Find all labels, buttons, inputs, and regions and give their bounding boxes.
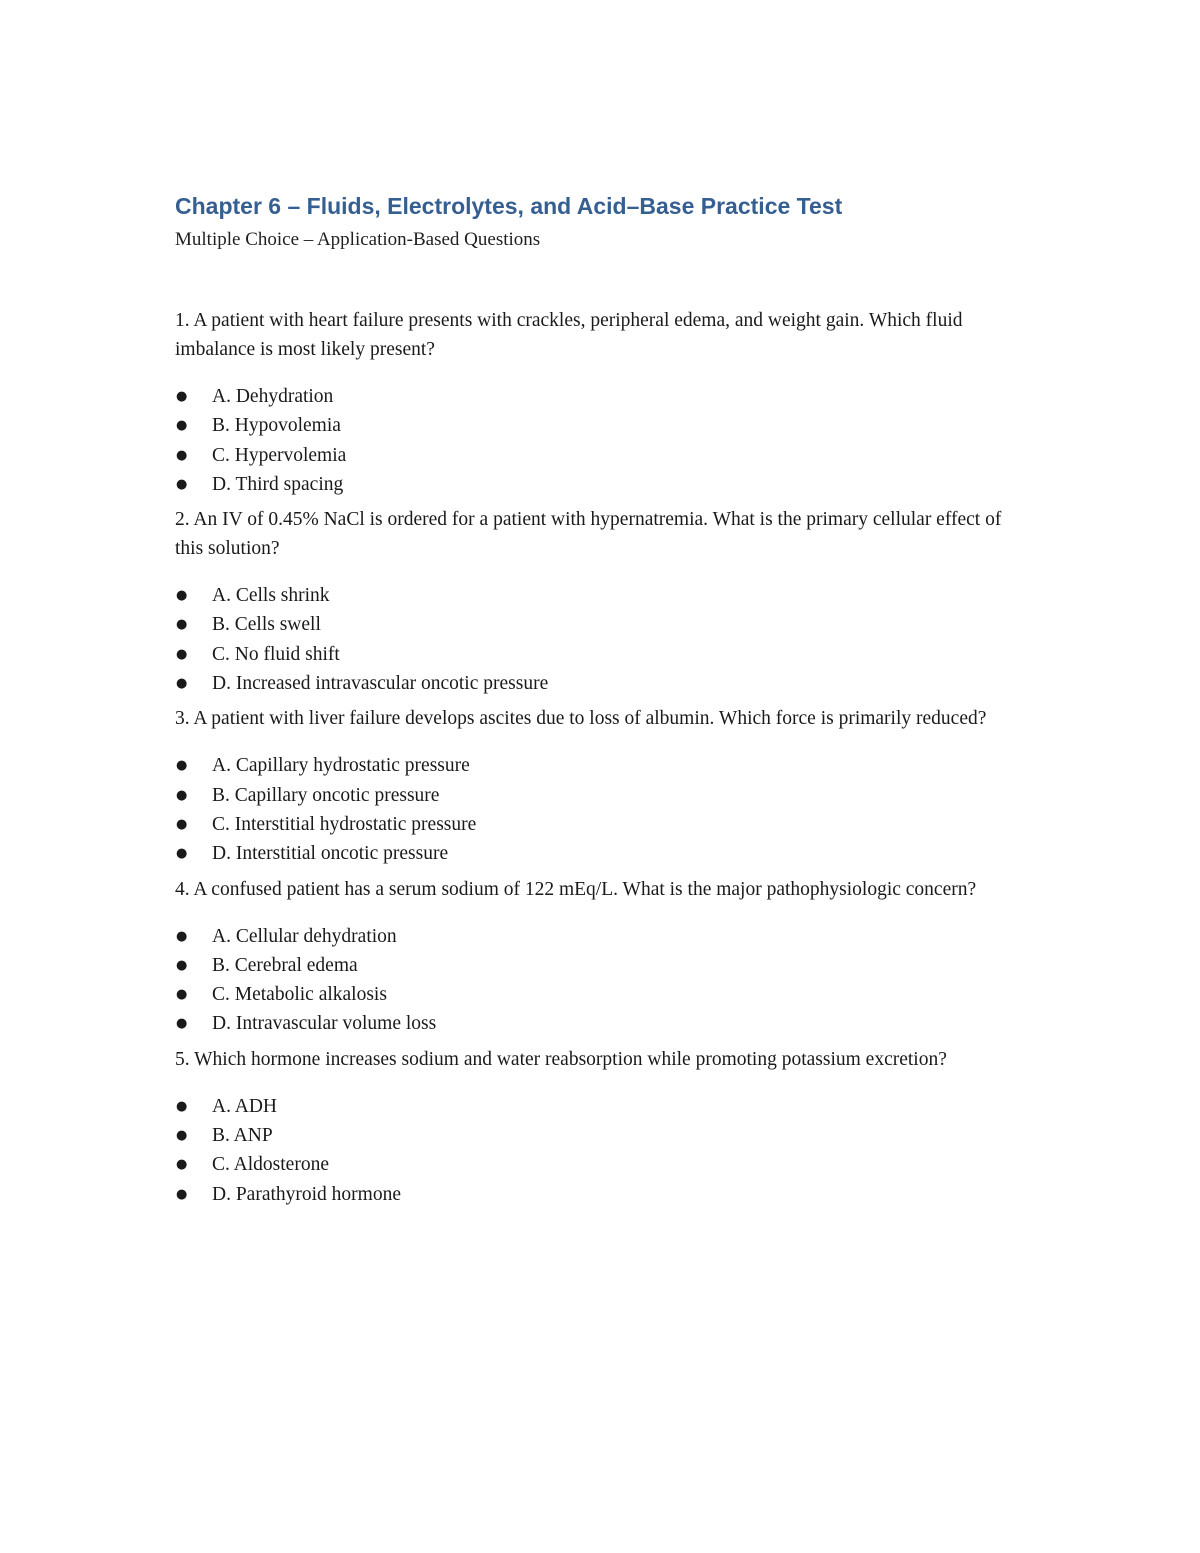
bullet-icon: ● [176,987,188,1003]
option-item [175,1092,1055,1121]
bullet-icon: ● [176,1016,188,1032]
option-item [175,470,1055,499]
bullet-icon: ● [176,1157,188,1173]
question-text: 5. Which hormone increases sodium and water reabsorption while promoting potassium excretion? [175,1048,947,1070]
option-label: B. Cerebral edema [212,954,358,976]
page-title: Chapter 6 – Fluids, Electrolytes, and Acid–Base Practice Test [175,193,843,219]
bullet-icon: ● [176,476,188,492]
option-item [175,411,1055,440]
bullet-icon: ● [176,758,188,774]
option-label: A. Dehydration [212,386,334,407]
option-label: B. Cells swell [212,614,321,636]
bullet-icon: ● [176,389,188,404]
bullet-icon: ● [176,787,188,803]
bullet-icon: ● [176,1128,188,1144]
option-label: C. Aldosterone [212,1154,329,1176]
option-item [175,610,1055,639]
option-label: D. Intravascular volume loss [212,1013,437,1035]
option-label: D. Increased intravascular oncotic pressure [212,673,549,695]
option-item [175,980,1055,1009]
bullet-icon: ● [176,928,188,944]
question-2 [175,505,1055,698]
bullet-icon: ● [176,816,188,832]
option-label: C. Metabolic alkalosis [212,984,387,1006]
option-label: B. ANP [212,1125,273,1147]
question-text: 1. A patient with heart failure presents with crackles, peripheral edema, and weight gain. Which fluid imbalance is most likely present? [175,310,963,360]
page-subtitle: Multiple Choice – Application-Based Questions [175,229,541,250]
bullet-icon: ● [176,1186,188,1202]
option-item [175,1121,1055,1150]
bullet-icon: ● [176,1098,188,1114]
question-4 [175,875,1055,1039]
option-label: C. Interstitial hydrostatic pressure [212,813,477,835]
option-label: B. Capillary oncotic pressure [212,784,440,806]
option-item [175,382,1055,411]
option-item [175,581,1055,610]
question-list [175,306,1055,1209]
option-label: D. Parathyroid hormone [212,1183,402,1205]
option-label: C. No fluid shift [212,643,340,665]
option-label: A. ADH [212,1095,278,1117]
bullet-icon: ● [176,447,188,463]
bullet-icon: ● [176,846,188,862]
option-label: A. Cells shrink [212,585,330,607]
option-label: C. Hypervolemia [212,444,347,466]
option-item [175,669,1055,698]
document-page [175,190,1055,1209]
option-label: A. Capillary hydrostatic pressure [212,755,470,777]
option-list [175,1092,1055,1209]
bullet-icon: ● [176,676,188,692]
option-item [175,751,1055,780]
bullet-icon: ● [176,617,188,633]
bullet-icon: ● [176,957,188,973]
option-item [175,441,1055,470]
option-label: D. Interstitial oncotic pressure [212,843,449,865]
question-text: 3. A patient with liver failure develops ascites due to loss of albumin. Which force is primarily reduced? [175,708,987,730]
option-label: D. Third spacing [212,473,344,495]
bullet-icon: ● [176,646,188,662]
question-3 [175,704,1055,868]
bullet-icon: ● [176,418,188,434]
option-item [175,1009,1055,1038]
option-label: B. Hypovolemia [212,415,341,437]
option-list [175,581,1055,698]
option-label: A. Cellular dehydration [212,925,397,947]
question-text: 2. An IV of 0.45% NaCl is ordered for a patient with hypernatremia. What is the primary cellular effect of this solution? [175,509,1002,560]
question-5 [175,1045,1055,1209]
option-item [175,810,1055,839]
option-item [175,951,1055,980]
option-item [175,922,1055,951]
option-list [175,382,1055,499]
option-item [175,781,1055,810]
question-1 [175,306,1055,499]
option-list [175,751,1055,868]
option-item [175,640,1055,669]
bullet-icon: ● [176,588,188,604]
option-item [175,839,1055,868]
option-item [175,1150,1055,1179]
question-text: 4. A confused patient has a serum sodium of 122 mEq/L. What is the major pathophysiologic concern? [175,878,977,900]
option-list [175,922,1055,1039]
option-item [175,1180,1055,1209]
